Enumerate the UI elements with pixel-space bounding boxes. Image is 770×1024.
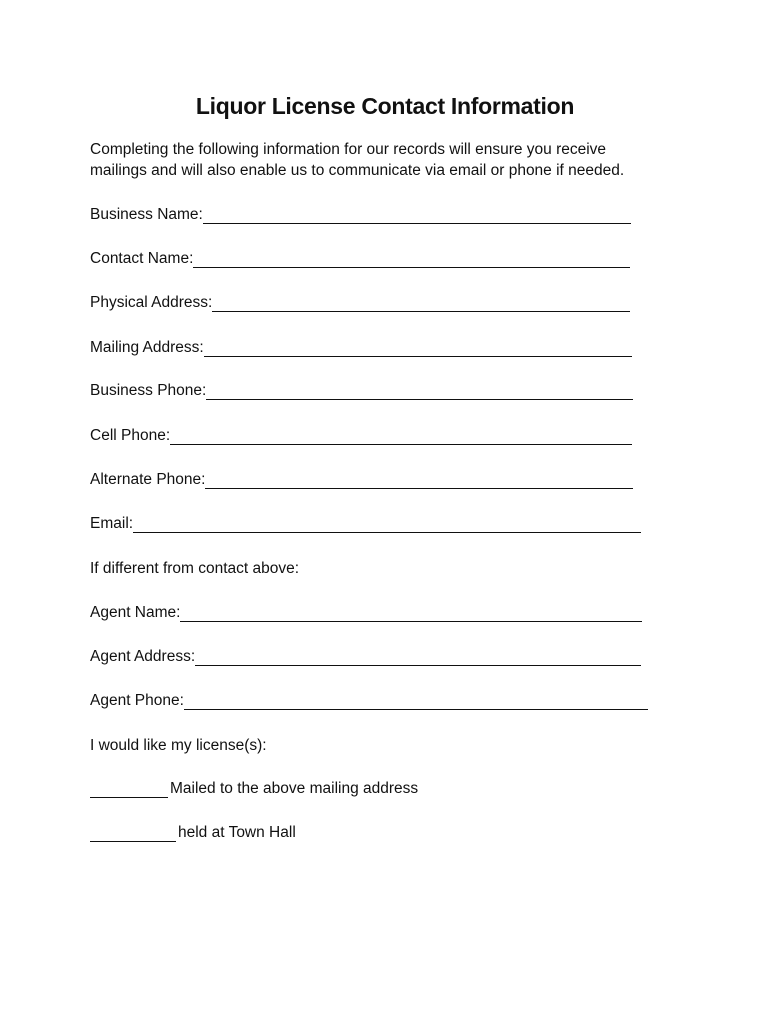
town-hall-option-label: held at Town Hall (178, 824, 296, 841)
contact-name-field[interactable] (193, 251, 630, 268)
mailing-address-label: Mailing Address: (90, 339, 204, 356)
contact-name-row (90, 249, 630, 269)
business-name-row (90, 205, 631, 225)
license-section-heading: I would like my license(s): (90, 737, 267, 754)
contact-name-label: Contact Name: (90, 250, 194, 267)
alternate-phone-row (90, 470, 633, 490)
town-hall-option-blank[interactable] (90, 825, 176, 842)
physical-address-label: Physical Address: (90, 294, 213, 311)
mailing-address-field[interactable] (204, 340, 632, 357)
agent-phone-label: Agent Phone: (90, 692, 184, 709)
email-row (90, 514, 641, 534)
agent-name-field[interactable] (180, 605, 642, 622)
agent-name-row (90, 603, 642, 623)
agent-name-label: Agent Name: (90, 604, 181, 621)
town-hall-option-row (90, 823, 296, 843)
agent-phone-row (90, 691, 648, 711)
agent-address-field[interactable] (195, 649, 641, 666)
alternate-phone-label: Alternate Phone: (90, 471, 206, 488)
intro-line-2: mailings and will also enable us to communicate via email or phone if needed. (90, 162, 625, 179)
intro-text (90, 139, 690, 181)
alternate-phone-field[interactable] (205, 472, 633, 489)
agent-section-heading: If different from contact above: (90, 560, 300, 577)
email-label: Email: (90, 515, 134, 532)
agent-phone-field[interactable] (184, 693, 648, 710)
mailed-option-label: Mailed to the above mailing address (170, 780, 419, 797)
agent-address-label: Agent Address: (90, 648, 196, 665)
business-phone-row (90, 381, 633, 401)
physical-address-row (90, 293, 630, 313)
mailed-option-row (90, 779, 418, 799)
business-phone-field[interactable] (206, 383, 633, 400)
business-name-field[interactable] (203, 207, 631, 224)
mailed-option-blank[interactable] (90, 781, 168, 798)
cell-phone-label: Cell Phone: (90, 427, 171, 444)
physical-address-field[interactable] (212, 295, 630, 312)
mailing-address-row (90, 338, 632, 358)
form-title: Liquor License Contact Information (195, 93, 575, 119)
cell-phone-field[interactable] (170, 428, 632, 445)
business-phone-label: Business Phone: (90, 382, 207, 399)
cell-phone-row (90, 426, 632, 446)
agent-address-row (90, 647, 641, 667)
business-name-label: Business Name: (90, 206, 203, 223)
intro-line-1: Completing the following information for our records will ensure you receive (90, 141, 607, 158)
email-field[interactable] (133, 516, 641, 533)
